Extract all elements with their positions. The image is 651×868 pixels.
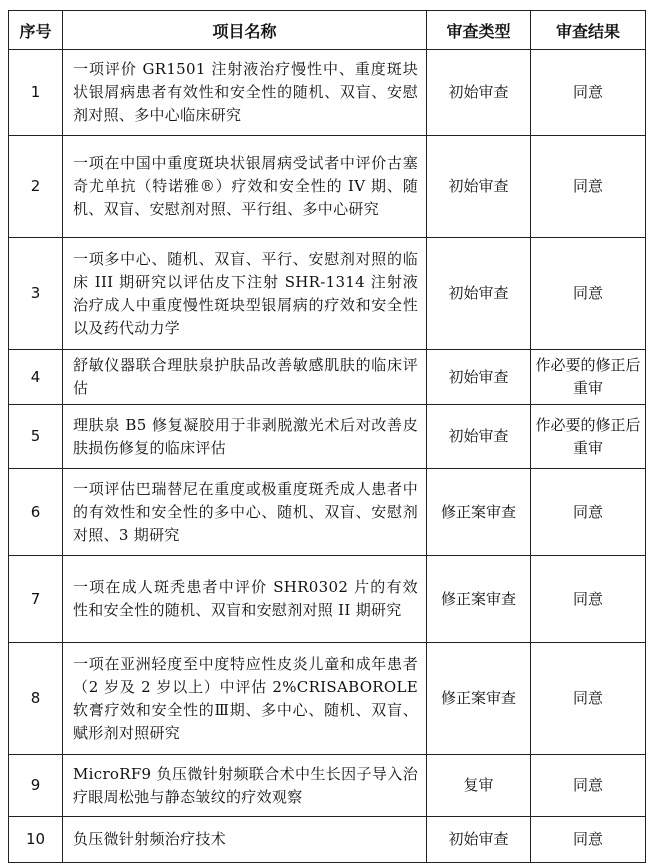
table-row bbox=[9, 755, 646, 817]
row-review-result: 同意 bbox=[531, 755, 646, 817]
row-seq: 5 bbox=[9, 405, 63, 469]
row-project-name: 一项多中心、随机、双盲、平行、安慰剂对照的临床 III 期研究以评估皮下注射 SHR-1314 注射液治疗成人中重度慢性斑块型银屑病的疗效和安全性以及药代动力学 bbox=[63, 238, 427, 350]
row-seq: 8 bbox=[9, 643, 63, 755]
row-review-type: 初始审查 bbox=[427, 817, 531, 863]
table-row bbox=[9, 405, 646, 469]
row-seq: 9 bbox=[9, 755, 63, 817]
header-row bbox=[9, 11, 646, 50]
row-seq: 2 bbox=[9, 136, 63, 238]
row-review-type: 初始审查 bbox=[427, 136, 531, 238]
row-seq: 6 bbox=[9, 469, 63, 556]
row-seq: 4 bbox=[9, 350, 63, 405]
header-name: 项目名称 bbox=[63, 11, 427, 50]
table-row bbox=[9, 817, 646, 863]
row-review-type: 修正案审查 bbox=[427, 643, 531, 755]
row-seq: 3 bbox=[9, 238, 63, 350]
row-review-type: 初始审查 bbox=[427, 50, 531, 136]
row-review-result: 同意 bbox=[531, 643, 646, 755]
row-project-name: 一项在成人斑秃患者中评价 SHR0302 片的有效性和安全性的随机、双盲和安慰剂对照 II 期研究 bbox=[63, 556, 427, 643]
row-review-result: 同意 bbox=[531, 238, 646, 350]
row-review-result: 同意 bbox=[531, 817, 646, 863]
table-row bbox=[9, 350, 646, 405]
row-project-name: 一项在中国中重度斑块状银屑病受试者中评价古塞奇尤单抗（特诺雅®）疗效和安全性的 IV 期、随机、双盲、安慰剂对照、平行组、多中心研究 bbox=[63, 136, 427, 238]
table-row bbox=[9, 643, 646, 755]
table-row bbox=[9, 238, 646, 350]
header-type: 审查类型 bbox=[427, 11, 531, 50]
row-project-name: 一项在亚洲轻度至中度特应性皮炎儿童和成年患者（2 岁及 2 岁以上）中评估 2%CRISABOROLE 软膏疗效和安全性的Ⅲ期、多中心、随机、双盲、赋形剂对照研究 bbox=[63, 643, 427, 755]
row-seq: 7 bbox=[9, 556, 63, 643]
table-row bbox=[9, 50, 646, 136]
row-seq: 10 bbox=[9, 817, 63, 863]
row-review-type: 初始审查 bbox=[427, 238, 531, 350]
row-project-name: 理肤泉 B5 修复凝胶用于非剥脱激光术后对改善皮肤损伤修复的临床评估 bbox=[63, 405, 427, 469]
table-row bbox=[9, 556, 646, 643]
row-review-type: 初始审查 bbox=[427, 405, 531, 469]
row-project-name: 舒敏仪器联合理肤泉护肤品改善敏感肌肤的临床评估 bbox=[63, 350, 427, 405]
header-seq: 序号 bbox=[9, 11, 63, 50]
row-review-result: 作必要的修正后重审 bbox=[531, 350, 646, 405]
row-seq: 1 bbox=[9, 50, 63, 136]
row-review-type: 修正案审查 bbox=[427, 556, 531, 643]
table-row bbox=[9, 469, 646, 556]
row-review-result: 同意 bbox=[531, 469, 646, 556]
row-project-name: 负压微针射频治疗技术 bbox=[63, 817, 427, 863]
row-project-name: 一项评估巴瑞替尼在重度或极重度斑秃成人患者中的有效性和安全性的多中心、随机、双盲、安慰剂对照、3 期研究 bbox=[63, 469, 427, 556]
row-review-type: 初始审查 bbox=[427, 350, 531, 405]
review-table bbox=[8, 10, 646, 863]
header-result: 审查结果 bbox=[531, 11, 646, 50]
row-project-name: 一项评价 GR1501 注射液治疗慢性中、重度斑块状银屑病患者有效性和安全性的随机、双盲、安慰剂对照、多中心临床研究 bbox=[63, 50, 427, 136]
row-review-result: 作必要的修正后重审 bbox=[531, 405, 646, 469]
row-review-type: 修正案审查 bbox=[427, 469, 531, 556]
row-project-name: MicroRF9 负压微针射频联合术中生长因子导入治疗眼周松弛与静态皱纹的疗效观察 bbox=[63, 755, 427, 817]
row-review-result: 同意 bbox=[531, 136, 646, 238]
row-review-result: 同意 bbox=[531, 556, 646, 643]
row-review-type: 复审 bbox=[427, 755, 531, 817]
row-review-result: 同意 bbox=[531, 50, 646, 136]
table-row bbox=[9, 136, 646, 238]
